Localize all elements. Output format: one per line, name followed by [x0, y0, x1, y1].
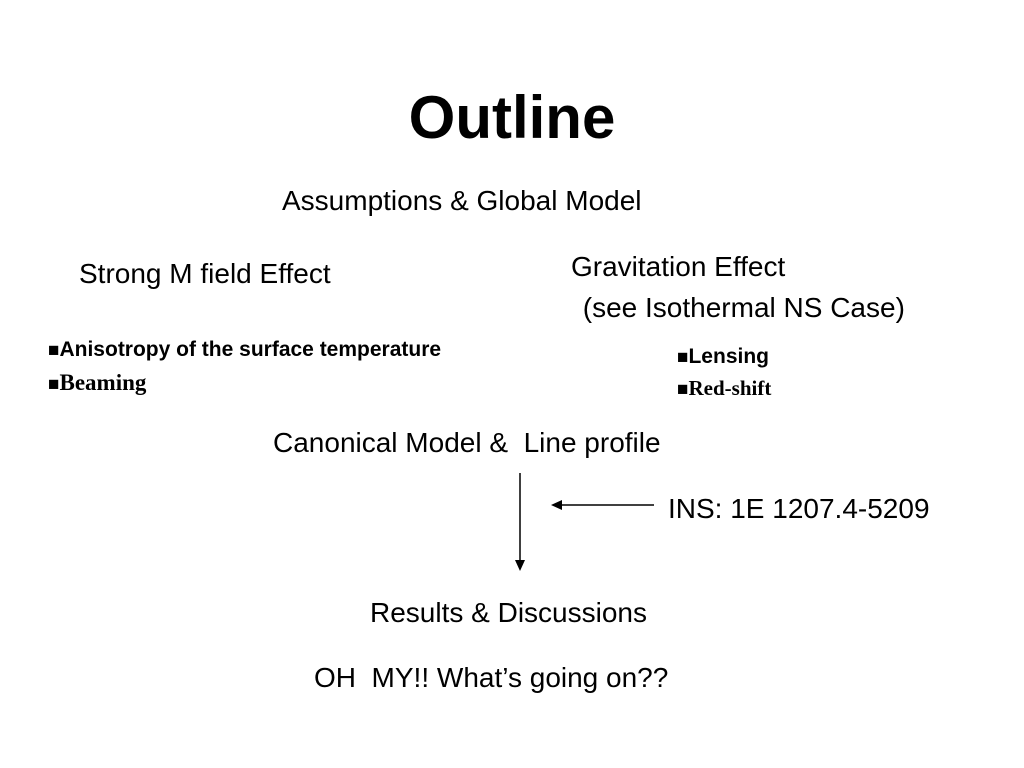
- bullet-list-item: [48, 369, 146, 399]
- square-bullet-icon: ■: [48, 340, 60, 361]
- square-bullet-icon: ■: [677, 379, 689, 400]
- strong-field-heading: Strong M field Effect: [79, 258, 331, 289]
- ins-label: INS: 1E 1207.4-5209: [668, 493, 930, 524]
- bullet-list-item: [677, 374, 771, 404]
- gravitation-heading: Gravitation Effect: [571, 251, 786, 282]
- bullet-text: Lensing: [688, 345, 769, 368]
- bullet-list-item: [48, 336, 441, 365]
- gravitation-subheading: (see Isothermal NS Case): [575, 292, 905, 323]
- closing-line: OH MY!! What’s going on??: [314, 662, 669, 693]
- canonical-heading: Canonical Model & Line profile: [273, 427, 661, 458]
- down-arrow-icon: [515, 473, 525, 571]
- bullet-text: Anisotropy of the surface temperature: [59, 338, 442, 361]
- bullet-list-item: [677, 343, 769, 372]
- square-bullet-icon: ■: [48, 374, 60, 395]
- square-bullet-icon: ■: [677, 347, 689, 368]
- results-heading: Results & Discussions: [370, 597, 647, 628]
- bullet-text: Red-shift: [688, 376, 772, 400]
- slide-title: Outline: [408, 84, 616, 151]
- left-arrow-icon: [551, 500, 654, 510]
- assumptions-heading: Assumptions & Global Model: [282, 185, 642, 216]
- bullet-text: Beaming: [59, 370, 147, 395]
